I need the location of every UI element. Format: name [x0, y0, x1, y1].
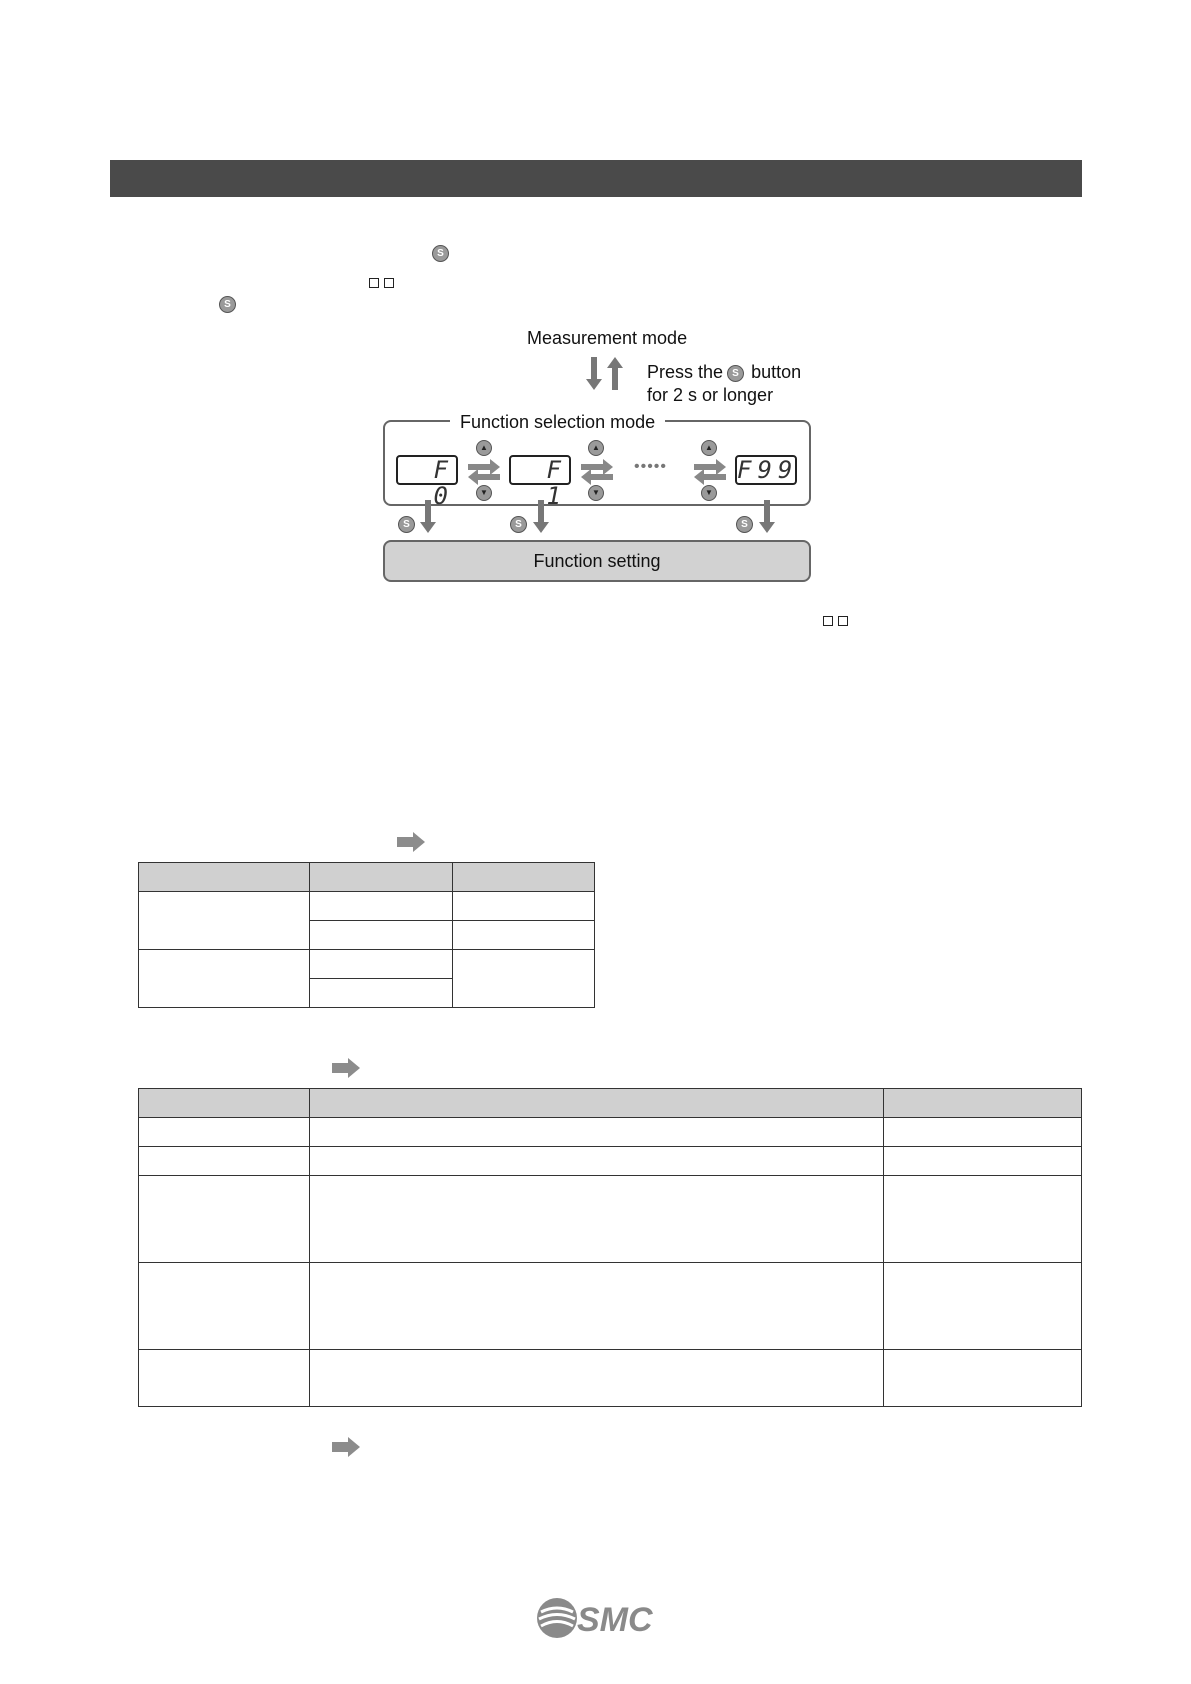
table-header-cell — [139, 863, 310, 892]
table-cell — [884, 1147, 1082, 1176]
blank-digit-icon — [384, 278, 394, 288]
smc-logo — [535, 1595, 665, 1641]
press-instruction-line1: Press the button — [647, 362, 802, 382]
down-arrow-icon — [759, 500, 775, 534]
table-cell — [310, 950, 453, 979]
mode-switch-arrows — [585, 355, 625, 395]
table-cell — [139, 892, 310, 950]
table-cell — [310, 1147, 884, 1176]
section-header-bar — [110, 160, 1082, 197]
switch-arrows — [692, 458, 728, 486]
right-arrow-icon — [332, 1058, 362, 1078]
table-cell — [884, 1350, 1082, 1407]
display-ellipsis: ••••• — [634, 458, 668, 475]
s-button-icon — [219, 296, 236, 313]
down-arrow-icon — [533, 500, 549, 534]
table-cell — [453, 950, 595, 1008]
settings-table-1 — [138, 862, 595, 1008]
s-button-icon — [736, 516, 753, 533]
down-arrow-icon — [420, 500, 436, 534]
settings-table-2 — [138, 1088, 1082, 1407]
up-button-icon — [476, 440, 492, 456]
up-button-icon — [701, 440, 717, 456]
down-button-icon — [701, 485, 717, 501]
table-cell — [310, 1118, 884, 1147]
table-cell — [453, 921, 595, 950]
function-setting-bar: Function setting — [383, 540, 811, 582]
s-button-icon — [398, 516, 415, 533]
table-cell — [884, 1263, 1082, 1350]
down-button-icon — [588, 485, 604, 501]
table-cell — [310, 979, 453, 1008]
blank-digit-icon — [838, 616, 848, 626]
table-cell — [310, 1176, 884, 1263]
display-f0: F 0 — [396, 455, 458, 485]
blank-digit-icon — [369, 278, 379, 288]
table-header-cell — [884, 1089, 1082, 1118]
table-cell — [139, 1147, 310, 1176]
table-cell — [453, 892, 595, 921]
switch-arrows — [466, 458, 502, 486]
display-f1: F 1 — [509, 455, 571, 485]
smc-logo-text: SMC — [577, 1601, 653, 1639]
table-cell — [884, 1176, 1082, 1263]
table-cell — [139, 1263, 310, 1350]
table-header-cell — [453, 863, 595, 892]
s-button-icon — [432, 245, 449, 262]
table-cell — [310, 921, 453, 950]
display-f99: F99 — [737, 456, 799, 484]
table-cell — [139, 1350, 310, 1407]
function-selection-mode-label: Function selection mode — [450, 412, 665, 433]
table-header-cell — [310, 863, 453, 892]
s-button-icon — [727, 365, 744, 382]
table-cell — [310, 1350, 884, 1407]
measurement-mode-label: Measurement mode — [527, 328, 688, 348]
table-cell — [310, 892, 453, 921]
right-arrow-icon — [397, 832, 427, 852]
table-header-cell — [310, 1089, 884, 1118]
table-cell — [884, 1118, 1082, 1147]
up-button-icon — [588, 440, 604, 456]
table-header-cell — [139, 1089, 310, 1118]
table-cell — [139, 950, 310, 1008]
press-instruction-line2: for 2 s or longer — [647, 385, 774, 405]
table-cell — [139, 1118, 310, 1147]
switch-arrows — [579, 458, 615, 486]
table-cell — [139, 1176, 310, 1263]
s-button-icon — [510, 516, 527, 533]
blank-digit-icon — [823, 616, 833, 626]
down-button-icon — [476, 485, 492, 501]
table-cell — [310, 1263, 884, 1350]
right-arrow-icon — [332, 1437, 362, 1457]
